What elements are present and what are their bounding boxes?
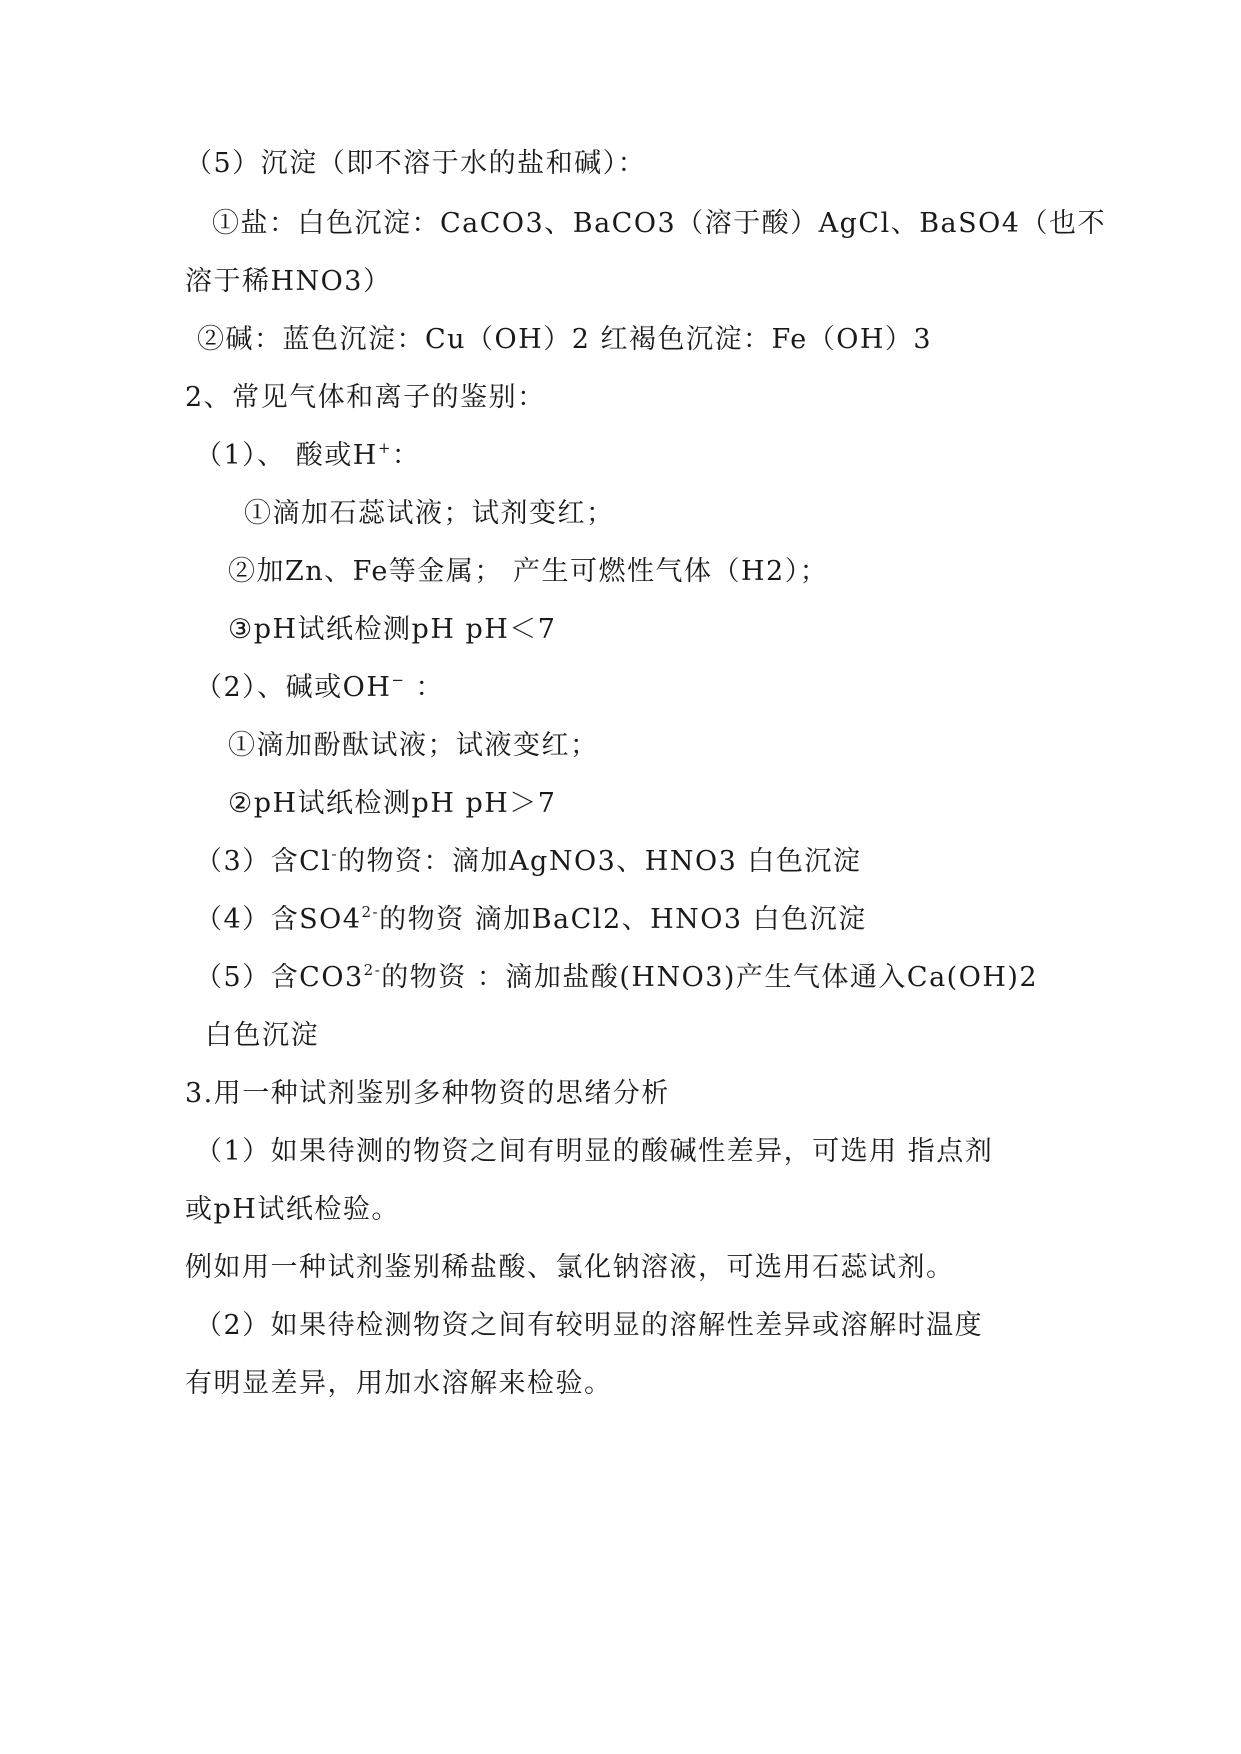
base-heading-colon: ： (405, 672, 445, 703)
text-line-sulfate-test (195, 902, 867, 938)
sulfate-test-prefix: （4）含SO4 (195, 904, 362, 935)
carbonate-test-prefix: （5）含CO3 (195, 962, 364, 993)
text-line-example: 例如用一种试剂鉴别稀盐酸、氯化钠溶液，可选用石蕊试剂。 (185, 1252, 955, 1283)
oh-minus-superscript: − (391, 671, 406, 689)
text-line-method-1-cont: 或pH试纸检验。 (185, 1194, 400, 1225)
text-line-section-3-heading: 3.用一种试剂鉴别多种物资的思绪分析 (185, 1078, 670, 1109)
h-plus-superscript: + (377, 439, 392, 457)
text-line-precipitate-heading: （5）沉淀（即不溶于水的盐和碱）： (185, 148, 647, 179)
acid-heading-text: （1）、 酸或H (195, 440, 378, 471)
so4-charge-superscript: 2- (361, 903, 380, 921)
text-line-method-1: （1）如果待测的物资之间有明显的酸碱性差异，可选用 指点剂 (195, 1136, 994, 1167)
text-line-base-test-1: ①滴加酚酞试液；试液变红； (228, 730, 599, 761)
text-line-carbonate-test (195, 960, 1038, 996)
text-line-base-precipitates: ②碱：蓝色沉淀：Cu（OH）2 红褐色沉淀：Fe（OH）3 (197, 324, 933, 355)
text-line-section-2-heading: 2、常见气体和离子的鉴别： (185, 382, 546, 413)
text-line-acid-test-1: ①滴加石蕊试液；试剂变红； (244, 498, 615, 529)
sulfate-test-suffix: 的物资 滴加BaCl2、HNO3 白色沉淀 (379, 904, 867, 935)
text-line-method-2-cont: 有明显差异，用加水溶解来检验。 (185, 1368, 613, 1399)
text-line-salt-precipitates: ①盐：白色沉淀：CaCO3、BaCO3（溶于酸）AgCl、BaSO4（也不 (212, 208, 1106, 239)
text-line-base-test-2: ②pH试纸检测pH pH＞7 (228, 788, 557, 819)
text-line-acid-test-3: ③pH试纸检测pH pH＜7 (228, 614, 557, 645)
text-line-base-heading (195, 670, 444, 706)
cl-minus-superscript: - (331, 845, 339, 863)
chloride-test-suffix: 的物资：滴加AgNO3、HNO3 白色沉淀 (338, 846, 862, 877)
text-line-chloride-test (195, 844, 861, 880)
co3-charge-superscript: 2- (363, 961, 382, 979)
text-line-carbonate-test-cont: 白色沉淀 (205, 1020, 319, 1051)
acid-heading-colon: ： (391, 440, 421, 471)
text-line-salt-precipitates-cont: 溶于稀HNO3） (185, 266, 392, 297)
chloride-test-prefix: （3）含Cl (195, 846, 332, 877)
text-line-acid-heading (195, 438, 420, 474)
carbonate-test-suffix: 的物资 ：滴加盐酸(HNO3)产生气体通入Ca(OH)2 (381, 962, 1039, 993)
base-heading-text: （2）、碱或OH (195, 672, 392, 703)
text-line-acid-test-2: ②加Zn、Fe等金属； 产生可燃性气体（H2）； (228, 556, 829, 587)
text-line-method-2: （2）如果待检测物资之间有较明显的溶解性差异或溶解时温度 (195, 1310, 984, 1341)
